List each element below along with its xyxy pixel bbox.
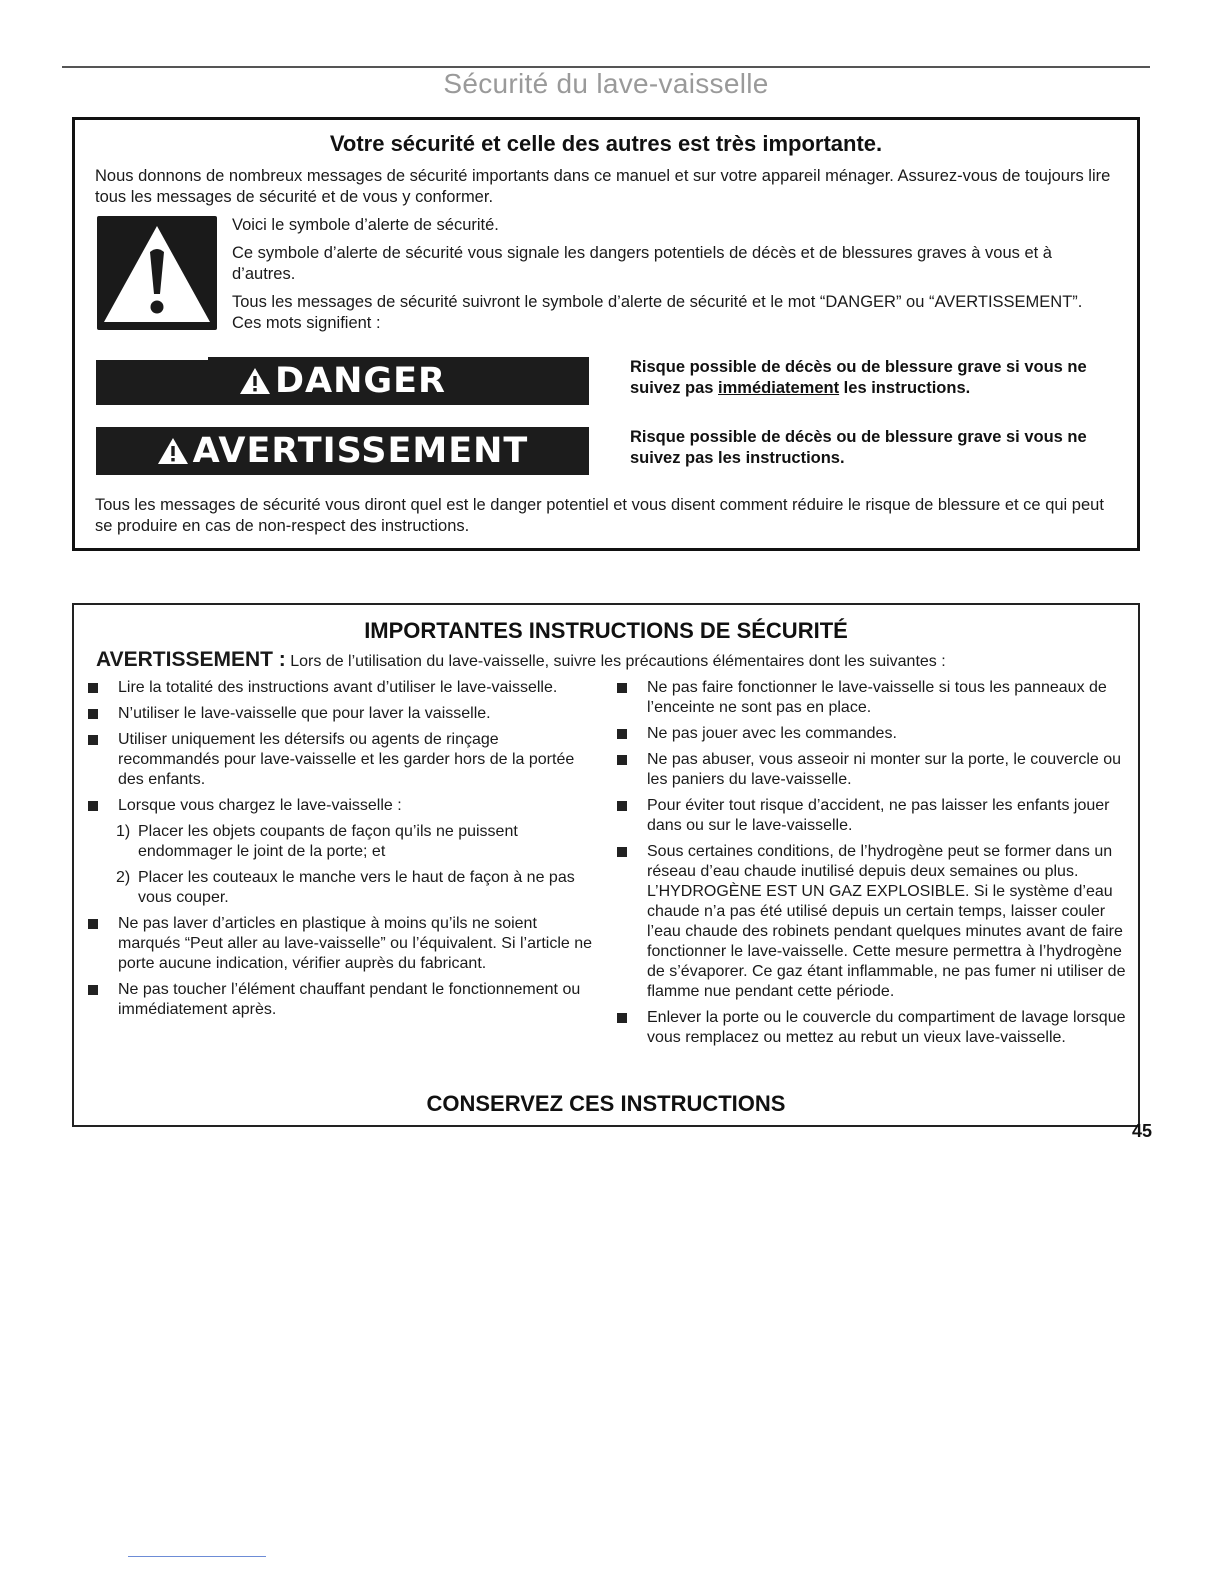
list-item: Ne pas abuser, vous asseoir ni monter sur la porte, le couvercle ou les paniers du lave-vaisselle. (617, 750, 1127, 790)
instructions-left-column (88, 678, 596, 1026)
bullet-icon (617, 755, 627, 765)
alert-line-1: Voici le symbole d’alerte de sécurité. (232, 216, 499, 234)
page-number: 45 (1131, 1121, 1152, 1141)
page-title: Sécurité du lave-vaisselle (443, 68, 769, 99)
bullet-icon (617, 729, 627, 739)
safety-alert-icon (97, 216, 217, 330)
list-item: Ne pas laver d’articles en plastique à moins qu’ils ne soient marqués “Peut aller au lave-vaisselle” ou l’équivalent. Si l’article ne porte aucune indication, vérifier auprès du fabricant. (88, 914, 596, 974)
list-item: Lire la totalité des instructions avant d’utiliser le lave-vaisselle. (88, 678, 596, 698)
instructions-warning: AVERTISSEMENT : Lors de l’utilisation du lave-vaisselle, suivre les précautions élémentaires dont les suivantes : (96, 648, 946, 671)
warning-description: Risque possible de décès ou de blessure grave si vous ne suivez pas les instructions. (630, 428, 1087, 467)
list-item: Ne pas faire fonctionner le lave-vaisselle si tous les panneaux de l’enceinte ne sont pas en place. (617, 678, 1127, 718)
list-item: Pour éviter tout risque d’accident, ne pas laisser les enfants jouer dans ou sur le lave-vaisselle. (617, 796, 1127, 836)
danger-signal-bar (96, 357, 589, 405)
save-instructions-footer: CONSERVEZ CES INSTRUCTIONS (426, 1091, 786, 1116)
danger-emphasis: immédiatement (718, 379, 840, 397)
bullet-icon (617, 683, 627, 693)
instructions-title: IMPORTANTES INSTRUCTIONS DE SÉCURITÉ (364, 618, 848, 643)
bullet-icon (88, 735, 98, 745)
alert-line-3: Tous les messages de sécurité suivront le symbole d’alerte de sécurité et le mot “DANGER” ou “AVERTISSEMENT”. Ces mots signifient : (232, 293, 1083, 332)
bullet-icon (88, 919, 98, 929)
list-item: Enlever la porte ou le couvercle du compartiment de lavage lorsque vous remplacez ou mettez au rebut un vieux lave-vaisselle. (617, 1008, 1127, 1048)
footer-link-line (128, 1556, 266, 1557)
warning-triangle-icon (239, 367, 271, 395)
list-item: Lorsque vous chargez le lave-vaisselle : (88, 796, 596, 816)
sub-list-item: 1) Placer les objets coupants de façon qu’ils ne puissent endommager le joint de la porte; et (116, 823, 518, 860)
bullet-icon (617, 847, 627, 857)
warning-heading: AVERTISSEMENT : (96, 648, 286, 671)
warning-triangle-icon (157, 437, 189, 465)
list-item: Utiliser uniquement les détersifs ou agents de rinçage recommandés pour lave-vaisselle et les garder hors de la portée des enfants. (88, 730, 596, 790)
sub-list-item: 2) Placer les couteaux le manche vers le haut de façon à ne pas vous couper. (116, 869, 575, 906)
list-item: N’utiliser le lave-vaisselle que pour laver la vaisselle. (88, 704, 596, 724)
danger-label: DANGER (274, 361, 447, 401)
bullet-icon (88, 709, 98, 719)
instructions-right-column (617, 678, 1127, 1054)
warning-label: AVERTISSEMENT (192, 431, 529, 471)
list-item: Ne pas toucher l’élément chauffant pendant le fonctionnement ou immédiatement après. (88, 980, 596, 1020)
bullet-icon (617, 1013, 627, 1023)
safety-box (72, 117, 1140, 551)
bullet-icon (617, 801, 627, 811)
safety-closing: Tous les messages de sécurité vous diront quel est le danger potentiel et vous disent comment réduire le risque de blessure et ce qui peut se produire en cas de non-respect des instructions. (95, 496, 1104, 535)
warning-signal-bar (96, 427, 589, 475)
bullet-icon (88, 985, 98, 995)
instructions-box (72, 603, 1140, 1127)
list-item: Sous certaines conditions, de l’hydrogène peut se former dans un réseau d’eau chaude inutilisé depuis deux semaines ou plus. L’HYDROGÈNE EST UN GAZ EXPLOSIBLE. Si le système d’eau chaude n’a pas été utilisé depuis un certain temps, laisser couler l’eau chaude des robinets pendant quelques minutes avant de faire fonctionner le lave-vaisselle. Cette mesure permettra à l’hydrogène de s’évaporer. Ce gaz étant inflammable, ne pas fumer ni utiliser de flamme nue pendant cette période. (617, 842, 1127, 1002)
bullet-icon (88, 801, 98, 811)
safety-intro: Nous donnons de nombreux messages de sécurité importants dans ce manuel et sur votre appareil ménager. Assurez-vous de toujours lire tous les messages de sécurité et de vous y conformer. (95, 167, 1111, 206)
alert-line-2: Ce symbole d’alerte de sécurité vous signale les dangers potentiels de décès et de blessures graves à vous et à d’autres. (232, 244, 1052, 283)
bullet-icon (88, 683, 98, 693)
list-item: Ne pas jouer avec les commandes. (617, 724, 1127, 744)
safety-box-title: Votre sécurité et celle des autres est très importante. (329, 131, 883, 156)
danger-description: Risque possible de décès ou de blessure grave si vous ne suivez pas immédiatement les instructions. (630, 358, 1087, 397)
